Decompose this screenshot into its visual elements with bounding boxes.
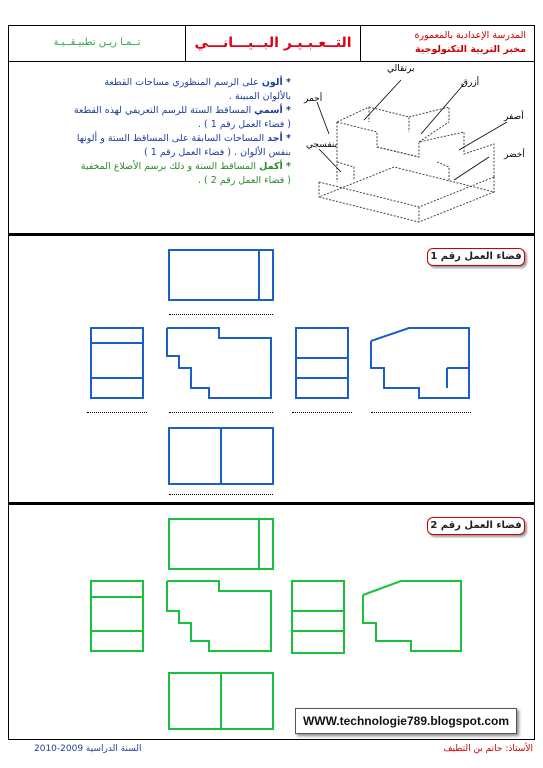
instr-line-2: بالألوان المبينة . (228, 91, 291, 102)
label-red: أحمر (304, 94, 323, 104)
footer-year: السنة الدراسية 2009-2010 (34, 744, 142, 754)
workspace-2-views (9, 505, 536, 742)
instructions-text (29, 76, 291, 188)
header-subtitle-cell (9, 26, 185, 61)
workspace-2 (8, 503, 535, 740)
header-title-cell (185, 26, 361, 61)
label-blue: أزرق (461, 78, 480, 88)
instr-line-4: ( فضاء العمل رقم 1 ) . (198, 119, 291, 130)
instr-line-7: * أكمل المساقط الستة و ذلك برسم الأضلاع المخفية (80, 161, 291, 172)
header-bar (8, 25, 535, 62)
page-title: التــعـبـيـر البــيـــانـــي (194, 35, 352, 51)
name-line-right (292, 412, 352, 413)
workspace-2-label: فضاء العمل رقم 2 (427, 517, 525, 535)
page-subtitle: تــمـا ريـن تطبيـقــيـة (53, 37, 141, 48)
instructions-section (8, 62, 535, 234)
website-box (295, 708, 517, 734)
lab-name: مخبر التربية التكنولوجية (414, 44, 526, 55)
label-violet: بنفسجي (306, 140, 338, 150)
header-school-cell (361, 26, 536, 61)
instr-line-6: بنفس الألوان . ( فضاء العمل رقم 1 ) (144, 147, 291, 158)
name-line-front (169, 412, 273, 413)
workspace-1 (8, 234, 535, 503)
instr-line-5: * أجد المساحات السابقة على المساقط الستة و ألونها (76, 133, 291, 144)
name-line-top (169, 314, 273, 315)
label-green: أخضر (504, 150, 525, 160)
footer-teacher: الأستاذ: حاتم بن التطيف (443, 744, 533, 754)
school-name: المدرسة الإعدادية بالمعمورة (414, 30, 526, 41)
name-line-bottom (169, 494, 273, 495)
label-orange: برتقالي (387, 64, 415, 74)
instr-line-3: * أسمي المساقط الستة للرسم التعريفي لهذه القطعة (73, 105, 291, 116)
name-line-rear (371, 412, 471, 413)
label-yellow: أصفر (504, 112, 524, 122)
workspace-1-label: فضاء العمل رقم 1 (427, 248, 525, 266)
website-url[interactable]: WWW.technologie789.blogspot.com (302, 714, 509, 728)
instr-line-1: * ألون على الرسم المنظوري مساحات القطعة (104, 77, 291, 88)
instr-line-8: ( فضاء العمل رقم 2 ) . (198, 175, 291, 186)
name-line-left (87, 412, 147, 413)
workspace-1-views (9, 236, 536, 505)
